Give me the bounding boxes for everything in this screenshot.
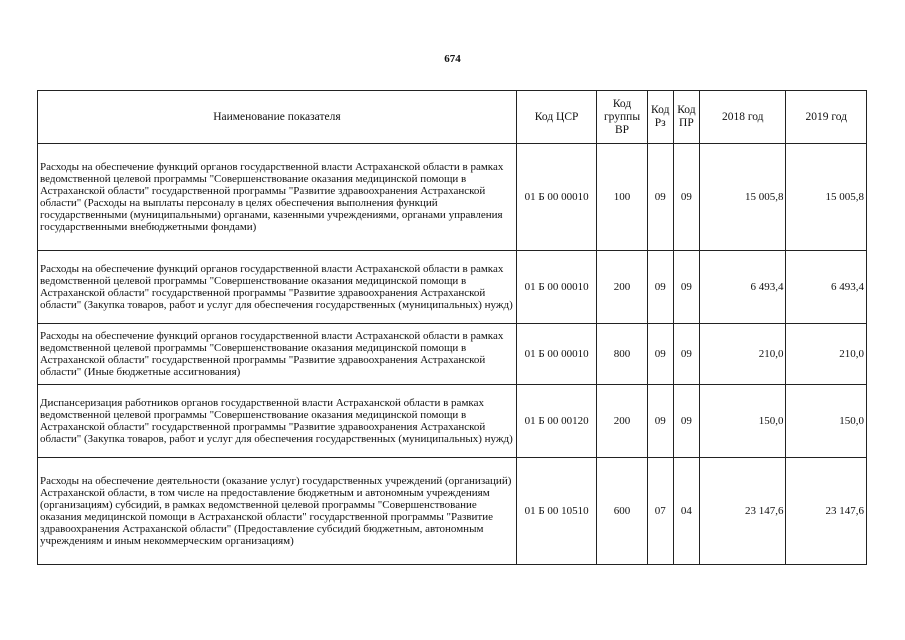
row-csr: 01 Б 00 00010: [516, 144, 596, 251]
row-name: Расходы на обеспечение функций органов государственной власти Астраханской области в рамках ведомственной целевой программы "Совершенствование оказания медицинской помощи в Астраханской области" государственной программы "Развитие здравоохранения Астраханской области" (Иные бюджетные ассигнования): [38, 324, 517, 385]
row-2019: 210,0: [786, 324, 867, 385]
header-name: Наименование показателя: [38, 91, 517, 144]
row-pr: 04: [673, 458, 699, 565]
row-csr: 01 Б 00 00010: [516, 251, 596, 324]
table-row: [38, 458, 867, 565]
row-vr: 200: [597, 251, 647, 324]
row-name: Расходы на обеспечение функций органов государственной власти Астраханской области в рамках ведомственной целевой программы "Совершенствование оказания медицинской помощи в Астраханской области" государственной программы "Развитие здравоохранения Астраханской области" (Закупка товаров, работ и услуг для обеспечения государственных (муниципальных) нужд): [38, 251, 517, 324]
header-2018: 2018 год: [699, 91, 786, 144]
row-name: Диспансеризация работников органов государственной власти Астраханской области в рамках ведомственной целевой программы "Совершенствование оказания медицинской помощи в Астраханской области" государственной программы "Развитие здравоохранения Астраханской области" (Закупка товаров, работ и услуг для обеспечения государственных (муниципальных) нужд): [38, 385, 517, 458]
row-2019: 150,0: [786, 385, 867, 458]
header-csr: Код ЦСР: [516, 91, 596, 144]
row-2018: 23 147,6: [699, 458, 786, 565]
row-vr: 100: [597, 144, 647, 251]
row-vr: 800: [597, 324, 647, 385]
row-2018: 6 493,4: [699, 251, 786, 324]
row-csr: 01 Б 00 00120: [516, 385, 596, 458]
header-vr: Код группы ВР: [597, 91, 647, 144]
header-pr: Код ПР: [673, 91, 699, 144]
row-vr: 600: [597, 458, 647, 565]
row-rz: 09: [647, 385, 673, 458]
row-name: Расходы на обеспечение функций органов государственной власти Астраханской области в рамках ведомственной целевой программы "Совершенствование оказания медицинской помощи в Астраханской области" государственной программы "Развитие здравоохранения Астраханской области" (Расходы на выплаты персоналу в целях обеспечения выполнения функций государственными (муниципальными) органами, казенными учреждениями, органами управления государственными внебюджетными фондами): [38, 144, 517, 251]
row-rz: 07: [647, 458, 673, 565]
row-csr: 01 Б 00 10510: [516, 458, 596, 565]
row-pr: 09: [673, 385, 699, 458]
header-rz: Код Рз: [647, 91, 673, 144]
row-vr: 200: [597, 385, 647, 458]
table-row: [38, 144, 867, 251]
row-rz: 09: [647, 144, 673, 251]
row-2018: 210,0: [699, 324, 786, 385]
row-csr: 01 Б 00 00010: [516, 324, 596, 385]
table-row: [38, 385, 867, 458]
row-pr: 09: [673, 251, 699, 324]
header-2019: 2019 год: [786, 91, 867, 144]
row-2018: 15 005,8: [699, 144, 786, 251]
row-pr: 09: [673, 144, 699, 251]
row-name: Расходы на обеспечение деятельности (оказание услуг) государственных учреждений (организаций) Астраханской области, в том числе на предоставление бюджетным и автономным учреждениям (организациям) субсидий, в рамках ведомственной целевой программы "Совершенствование оказания медицинской помощи в Астраханской области" государственной программы "Развитие здравоохранения Астраханской области" (Предоставление субсидий бюджетным, автономным учреждениям и иным некоммерческим организациям): [38, 458, 517, 565]
row-2019: 23 147,6: [786, 458, 867, 565]
row-rz: 09: [647, 324, 673, 385]
table-header-row: [38, 91, 867, 144]
row-2018: 150,0: [699, 385, 786, 458]
table-row: [38, 324, 867, 385]
row-rz: 09: [647, 251, 673, 324]
table-row: [38, 251, 867, 324]
row-2019: 6 493,4: [786, 251, 867, 324]
page-number: 674: [444, 53, 461, 65]
row-pr: 09: [673, 324, 699, 385]
budget-table: [37, 90, 867, 565]
row-2019: 15 005,8: [786, 144, 867, 251]
